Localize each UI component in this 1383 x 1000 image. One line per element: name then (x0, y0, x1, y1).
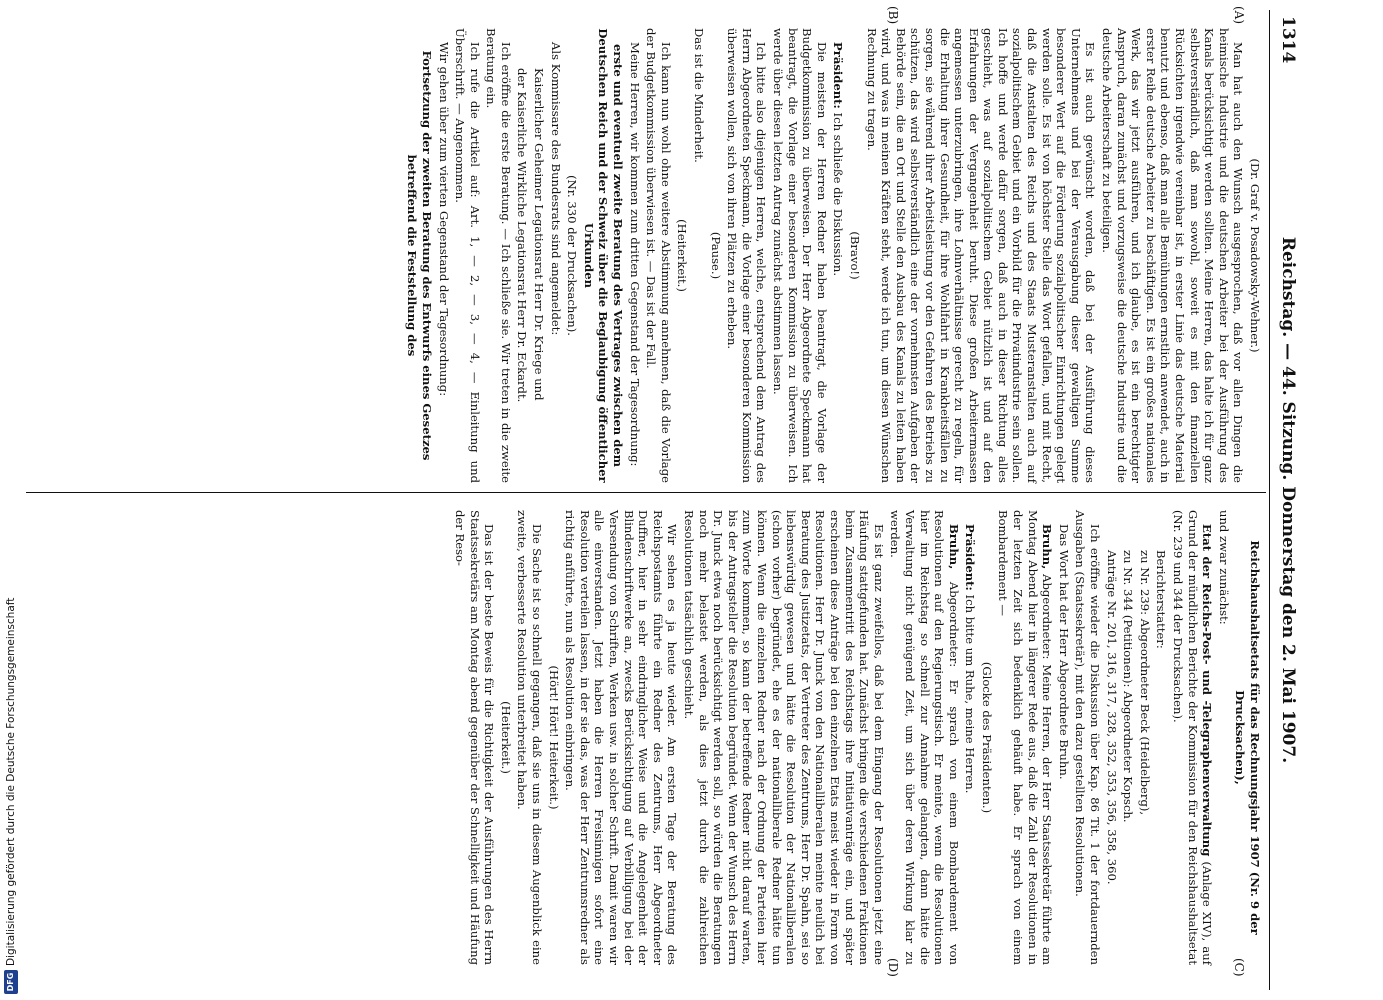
president-statement (831, 28, 846, 483)
margin-mark-a: (A) (1232, 6, 1246, 25)
paragraph: Ich rufe die Artikel auf: Art. 1, — 2, — 3, — 4, — Einleitung und Überschrift. — Angenommen. (453, 28, 482, 483)
etat-entry (1170, 510, 1214, 965)
reporter: zu Nr. 344 (Petitionen): Abgeordneter Kopsch. (1121, 550, 1136, 823)
dfg-logo-icon: DFG (4, 970, 18, 994)
reporters-label: Berichterstatter: (1154, 550, 1169, 649)
footer-text: Digitalisierung gefördert durch die Deutsche Forschungsgemeinschaft (5, 597, 17, 966)
page-number: 1314 (1278, 16, 1298, 64)
speaker-text: Ich schließe die Diskussion. (831, 112, 846, 277)
footer-credit (0, 0, 24, 1000)
commissioner: der Kaiserliche Wirkliche Legationsrat Herr Dr. Eckardt. (515, 68, 530, 403)
paragraph: Man hat auch den Wunsch ausgesprochen, daß vor allen Dingen die heimische Industrie und die deutschen Arbeiter bei der Ausführung des Kanals berücksichtigt werden sollten. Meine Herren, das halte ich für ganz selbstverständlich, daß man sowohl, soweit es mit den finanziellen Rücksichten irgendwie vereinbar ist, in erster Linie das deutsche Material benutzt und ebenso, daß man alle Bemühungen ernstlich anwendet, auch in erster Reihe deutsche Arbeiter zu beschäftigen. Es ist ein großes nationales Werk, das wir jetzt ausführen, und ich glaube, es ist ein berechtigter Anspruch, daran zunächst und vorzugsweise die deutsche Industrie und die deutsche Arbeiterschaft zu beteiligen. (1100, 28, 1246, 483)
speaker-text: Abgeordneter: Er sprach von einem Bombardement von Resolutionen auf den Regierungstisch. Er meinte, wenn die Resolutionen hier im Reichstag so schnell zur Annahme gelangten, dann hätte die Verwaltung nicht genügend Zeit, um sich über deren Wirkung klar zu werden. (888, 510, 961, 965)
paragraph: Ich eröffne wieder die Diskussion über Kap. 86 Tit. 1 der fortdauernden Ausgaben (Staatssekretär), mit den dazu gestellten Resolutionen. (1073, 510, 1103, 965)
margin-mark-d: (D) (886, 958, 900, 977)
page-title: Reichstag. — 44. Sitzung. Donnerstag den 2. Mai 1907. (1278, 236, 1298, 764)
and-namely: und zwar zunächst: (1216, 510, 1231, 625)
president-statement (963, 510, 978, 965)
header-rule (1269, 10, 1270, 990)
agenda-item-4-title: Fortsetzung der zweiten Beratung des Entwurfs eines Gesetzes betreffend die Feststellung des (405, 50, 434, 461)
motions-list: Anträge Nr. 201, 316, 317, 328, 352, 353, 356, 358, 360. (1104, 550, 1119, 885)
bruhn-statement (996, 510, 1054, 965)
laughter-note: (Heiterkeit.) (675, 219, 690, 292)
margin-mark-b: (B) (886, 6, 900, 25)
bruhn-statement (888, 510, 961, 965)
speaker-ref: (Dr. Graf v. Posadowsky-Wehner.) (1248, 158, 1262, 353)
agenda-item-4-continued: Reichshaushaltsetats für das Rechnungsjahr 1907 (Nr. 9 der Drucksachen), (1233, 540, 1262, 935)
speaker-label: Bruhn, (946, 524, 961, 570)
agenda-item-3-title: erste und eventuell zweite Beratung des Vertrages zwischen dem Deutschen Reich und der Schweiz über die Beglaubigung öffentlicher Urkunden (581, 28, 626, 483)
agenda-item-3-ref: (Nr. 330 der Drucksachen). (565, 175, 580, 336)
column-divider (26, 492, 1266, 493)
paragraph: Das Wort hat der Herr Abgeordnete Bruhn. (1056, 524, 1071, 780)
paragraph: Die meisten der Herren Redner haben beantragt, die Vorlage der Budgetkommission zu überweisen. Der Herr Abgeordnete Speckmann hat beantragt, die Vorlage einer besonderen Kommission zu überweisen. Ich werde über diesen letzten Antrag zunächst abstimmen lassen. (771, 28, 829, 483)
paragraph: Wir sehen es ja heute wieder. Am ersten Tage der Beratung des Reichspostamts führte ein Redner des Zentrums, Herr Abgeordneter Duffner, hier in sehr eindringlicher Weise und die Angelegenheit der Blindenschriftwerke an, zwecks Berücksichtigung auf Verbilligung bei der Versendung von Schriften, Werken usw. in solcher Schrift. Damit waren wir alle einverstanden. Jetzt haben die Herren Freisinnigen sofort eine Resolution verteilen lassen, in der sie das, was der Herr Zentrumsredner als richtig anführte, nun als Resolution einbringen. (563, 510, 680, 965)
speaker-label: Präsident: (831, 42, 846, 109)
paragraph: Es ist auch gewünscht worden, daß bei der Ausführung dieses Unternehmens und bei der Verausgabung dieser gewaltigen Summe besonderer Wert auf die Förderung sozialpolitischer Einrichtungen gelegt werden solle. Es ist von höchster Stelle das Wort gefallen, und mit Recht, daß die Anstalten des Reichs und des Staats Musteranstalten auch auf sozialpolitischem Gebiet und ein Vorbild für die Privatindustrie sein sollen. Ich hoffe und werde dafür sorgen, daß auch in dieser Richtung alles geschieht, was auf sozialpolitischem Gebiet nützlich ist und auf den Erfahrungen der Vergangenheit beruht. Diese großen Arbeitermassen angemessen unterzubringen, ihre Lohnverhältnisse gerecht zu regeln, für die Erhaltung ihrer Gesundheit, für ihre Wohlfahrt in Krankheitsfällen zu sorgen, sie während ihrer Arbeitsleistung vor den Gefahren des Betriebs zu schützen, das wird selbstverständlich eine der vornehmsten Aufgaben der Behörde sein, die an Ort und Stelle den Ausbau des Kanals zu leiten haben wird, und was in meinen Kräften steht, werde ich tun, um diesen Wünschen Rechnung zu tragen. (864, 28, 1098, 483)
applause-note: (Bravo!) (847, 231, 862, 280)
paragraph: Das ist der beste Beweis für die Richtigkeit der Ausführungen des Herrn Staatssekretärs am Montag abend gegenüber der Schnelligkeit und Häufung der Reso- (453, 510, 497, 965)
page-header (1272, 10, 1298, 990)
result-line: Das ist die Minderheit. (692, 28, 707, 163)
reporter: zu Nr. 239: Abgeordneter Beck (Heidelberg), (1137, 550, 1152, 816)
commissioners-intro: Als Kommissare des Bundesrats sind angemeldet: (548, 42, 563, 336)
commissioner: Kaiserlicher Geheimer Legationsrat Herr Dr. Kriege und (532, 68, 547, 401)
etat-text: (Anlage XIV), auf Grund der mündlichen Berichte der Kommission für den Reichshaushaltsetat (Nr. 239 und 344 der Drucksachen). (1171, 510, 1215, 965)
hear-note: (Hört! Hört! Heiterkeit.) (546, 665, 561, 810)
paragraph: Ich bitte also diejenigen Herren, welche, entsprechend dem Antrag des Herrn Abgeordneten Speckmann, die Vorlage einer besonderen Kommission überweisen wollen, sich von ihren Plätzen zu erheben. (725, 28, 769, 483)
paragraph: Wir gehen über zum vierten Gegenstand der Tagesordnung: (436, 42, 451, 397)
paragraph: Die Sache ist so schnell gegangen, daß sie uns in diesem Augenblick eine zweite, verbesserte Resolution unterbreitet haben. (515, 510, 545, 965)
paragraph: Meine Herren, wir kommen zum dritten Gegenstand der Tagesordnung: (627, 42, 642, 467)
pause-note: (Pause.) (708, 231, 723, 280)
speaker-text: Abgeordneter: Meine Herren, der Herr Staatssekretär führte am Montag Abend hier in längerer Rede aus, daß die Zahl der Resolutionen in der letzten Zeit sich bedenklich gehäuft habe. Er sprach von einem Bombardement — (996, 510, 1055, 966)
left-column (403, 28, 1262, 483)
right-column (451, 510, 1262, 965)
paragraph: Es ist ganz zweifellos, daß bei dem Eingang der Resolutionen jetzt eine Häufung stattgefunden hat. Zunächst bringen die verschiedenen Fraktionen beim Zusammentritt des Reichstags ihre Initiativanträge ein, und später erscheinen diese Anträge bei den einzelnen Etats meist wieder in Form von Resolutionen. Herr Dr. Junck von den Nationalliberalen meinte neulich bei Beratung des Justizetats, der Vertreter des Zentrums, Herr Dr. Spahn, sei so liebenswürdig gewesen und hätte die Resolution der Nationalliberalen (schon vorher) begründet, ehe es der nationalliberale Redner hätte tun können. Wenn die einzelnen Redner nach der Ordnung der Parteien hier zum Worte kommen, so kann der betreffende Redner nicht darauf warten, bis der Antragsteller die Resolution begründet. Wenn der Wunsch des Herrn Dr. Junck etwa noch berücksichtigt werden soll, so würden die Beratungen noch mehr belastet werden, als dies jetzt durch die zahlreichen Resolutionen tatsächlich geschieht. (682, 510, 886, 965)
margin-mark-c: (C) (1232, 958, 1246, 977)
laughter-note: (Heiterkeit.) (498, 701, 513, 774)
paragraph: Ich kann nun wohl ohne weitere Abstimmung annehmen, daß die Vorlage der Budgetkommission überwiesen ist. — Das ist der Fall. (644, 28, 673, 483)
speaker-label: Präsident: (963, 524, 978, 591)
speaker-label: Bruhn, (1040, 524, 1055, 570)
bell-note: (Glocke des Präsidenten.) (979, 661, 994, 814)
paragraph: Ich eröffne die erste Beratung. — Ich schließe sie. Wir treten in die zweite Beratung ein. (484, 28, 513, 483)
speaker-text: Ich bitte um Ruhe, meine Herren. (963, 594, 978, 794)
etat-title: Etat der Reichs-Post- und -Telegraphenverwaltung (1200, 524, 1215, 857)
